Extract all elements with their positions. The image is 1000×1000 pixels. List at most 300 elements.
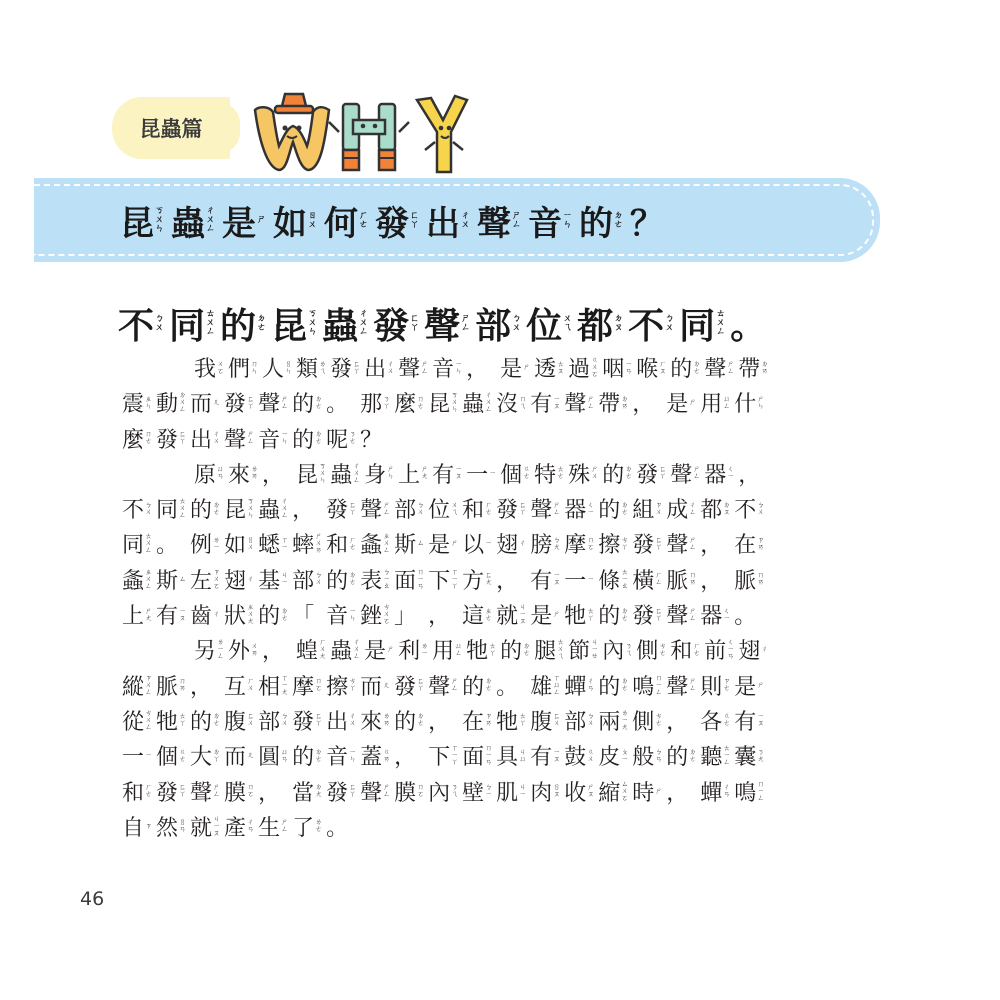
bopomofo: ㄊ ㄜ bbox=[557, 465, 565, 481]
hanzi: 出 bbox=[426, 204, 460, 244]
hanzi: 蟬 bbox=[700, 780, 723, 806]
body-char bbox=[224, 387, 258, 418]
hanzi: 產 bbox=[224, 815, 247, 841]
bopomofo: ㄉ ㄜ bbox=[417, 712, 425, 728]
hanzi: 兩 bbox=[598, 709, 621, 735]
bopomofo: ㄇ ㄞ bbox=[757, 571, 765, 587]
bopomofo: ㄘ ㄜ bbox=[659, 641, 667, 657]
hanzi: 大 bbox=[190, 745, 213, 771]
hanzi: 斯 bbox=[156, 568, 179, 594]
hanzi: 的 bbox=[258, 604, 281, 630]
bopomofo: ㄕ bbox=[689, 398, 697, 407]
body-char bbox=[466, 634, 500, 665]
body-char bbox=[122, 493, 156, 524]
hanzi: 各 bbox=[700, 709, 723, 735]
bopomofo: ㄍ ㄞ bbox=[383, 747, 391, 763]
hanzi: 就 bbox=[496, 604, 519, 630]
bopomofo: ㄒ ㄩ ㄥ bbox=[553, 673, 561, 696]
bopomofo: ㄇ ㄧ ㄢ bbox=[417, 567, 425, 590]
hanzi: 聲 bbox=[670, 462, 693, 488]
body-char bbox=[326, 493, 360, 524]
body-char bbox=[530, 705, 564, 736]
body-char bbox=[496, 564, 530, 595]
bopomofo: ㄇ ㄜ bbox=[145, 430, 153, 446]
bopomofo: ㄔ ㄨ ㄥ bbox=[353, 638, 361, 661]
hanzi: 發 bbox=[636, 462, 659, 488]
text-line bbox=[122, 564, 842, 599]
bopomofo: ㄧ ㄡ bbox=[455, 465, 463, 481]
subtitle-char bbox=[475, 298, 525, 349]
body-char bbox=[530, 740, 564, 771]
bopomofo: ㄉ ㄡ bbox=[614, 313, 624, 333]
body-char bbox=[496, 740, 530, 771]
bopomofo: ㄈ ㄚ bbox=[349, 783, 357, 799]
bopomofo: ㄇ ㄞ bbox=[689, 571, 697, 587]
bopomofo: ㄏ ㄜ bbox=[485, 500, 493, 516]
hanzi: 聲 bbox=[424, 305, 461, 347]
hanzi: 的 bbox=[598, 604, 621, 630]
text-line bbox=[122, 458, 842, 493]
body-char bbox=[602, 458, 636, 489]
bopomofo: ㄌ ㄧ bbox=[421, 641, 429, 657]
title-char bbox=[171, 196, 220, 245]
body-char bbox=[398, 458, 432, 489]
body-char bbox=[326, 564, 360, 595]
hanzi: 節 bbox=[568, 639, 591, 665]
body-char bbox=[156, 387, 190, 418]
body-char bbox=[670, 634, 704, 665]
body-char bbox=[194, 458, 228, 489]
hanzi: 膜 bbox=[394, 780, 417, 806]
body-char bbox=[598, 705, 632, 736]
bopomofo: ㄕ ㄤ bbox=[145, 606, 153, 622]
body-char bbox=[224, 564, 258, 595]
body-char bbox=[734, 599, 768, 630]
bopomofo: ㄕ ㄥ bbox=[693, 465, 701, 481]
hanzi: 的 bbox=[190, 498, 213, 524]
body-char bbox=[530, 564, 564, 595]
body-char bbox=[292, 528, 326, 559]
body-char bbox=[360, 564, 394, 595]
hanzi: 下 bbox=[428, 568, 451, 594]
hanzi: 縮 bbox=[598, 780, 621, 806]
hanzi: 肉 bbox=[530, 780, 553, 806]
body-char bbox=[466, 352, 500, 383]
body-char bbox=[602, 634, 636, 665]
hanzi: 摩 bbox=[564, 533, 587, 559]
bopomofo: ㄗ ㄨ ㄥ bbox=[145, 673, 153, 696]
hanzi: 是 bbox=[428, 533, 451, 559]
hanzi: 如 bbox=[224, 533, 247, 559]
body-char bbox=[564, 776, 598, 807]
body-char bbox=[462, 705, 496, 736]
hanzi: 麼 bbox=[122, 427, 145, 453]
hanzi: 部 bbox=[394, 498, 417, 524]
body-char bbox=[428, 740, 462, 771]
bopomofo: ㄉ ㄜ bbox=[315, 394, 323, 410]
body-char bbox=[598, 776, 632, 807]
hanzi: ， bbox=[258, 780, 281, 806]
bopomofo: ㄙ bbox=[179, 574, 187, 583]
hanzi: 部 bbox=[475, 305, 512, 347]
hanzi: 摩 bbox=[292, 674, 315, 700]
hanzi: 發 bbox=[375, 204, 409, 244]
hanzi: 肌 bbox=[496, 780, 519, 806]
bopomofo: ㄅ ㄨ bbox=[281, 712, 289, 728]
body-char bbox=[428, 599, 462, 630]
bopomofo: ㄧ ㄢ bbox=[625, 359, 633, 375]
body-char bbox=[700, 387, 734, 418]
body-char bbox=[666, 528, 700, 559]
hanzi: 震 bbox=[122, 392, 145, 418]
bopomofo: ㄈ ㄚ bbox=[315, 712, 323, 728]
bopomofo: ㄕ bbox=[523, 363, 531, 371]
bopomofo: ㄕ ㄥ bbox=[383, 783, 391, 799]
body-char bbox=[530, 599, 564, 630]
body-char bbox=[398, 352, 432, 383]
body-char bbox=[224, 493, 258, 524]
hanzi: 蟲 bbox=[171, 204, 205, 244]
hanzi: 就 bbox=[190, 815, 213, 841]
body-char bbox=[564, 740, 598, 771]
bopomofo: ㄗ ㄨ ㄛ bbox=[213, 567, 221, 590]
bopomofo: ㄊ ㄧ ㄠ bbox=[621, 567, 629, 590]
hanzi: 蟲 bbox=[322, 305, 359, 347]
hanzi: 音 bbox=[326, 745, 349, 771]
hanzi: ， bbox=[700, 568, 723, 594]
body-char bbox=[326, 776, 360, 807]
body-char bbox=[428, 564, 462, 595]
hanzi: ， bbox=[632, 392, 655, 418]
hanzi: 然 bbox=[156, 815, 179, 841]
body-char bbox=[156, 423, 190, 454]
body-char bbox=[734, 705, 768, 736]
subtitle-char bbox=[220, 298, 270, 349]
hanzi: ， bbox=[428, 709, 451, 735]
hanzi: 聲 bbox=[477, 204, 511, 244]
body-char bbox=[704, 352, 738, 383]
bopomofo: ㄉ ㄜ bbox=[213, 712, 221, 728]
hanzi: 發 bbox=[330, 357, 353, 382]
hanzi: 帶 bbox=[738, 357, 761, 382]
body-char bbox=[262, 458, 296, 489]
bopomofo: ㄩ ㄥ bbox=[455, 641, 463, 657]
hanzi: 聲 bbox=[704, 357, 727, 382]
body-char bbox=[666, 740, 700, 771]
bopomofo: ㄙ ㄨ ㄛ bbox=[621, 779, 629, 802]
bopomofo: ㄧ bbox=[485, 539, 493, 548]
body-char bbox=[700, 670, 734, 701]
hanzi: 不 bbox=[734, 498, 757, 524]
body-char bbox=[190, 387, 224, 418]
body-char bbox=[598, 599, 632, 630]
text-line bbox=[122, 776, 842, 811]
hanzi: 發 bbox=[224, 392, 247, 418]
w-character bbox=[255, 94, 329, 170]
hanzi: 內 bbox=[602, 639, 625, 665]
bopomofo: ㄋ ㄟ bbox=[451, 783, 459, 799]
hanzi: 呢 bbox=[326, 427, 349, 453]
title-char bbox=[375, 196, 424, 245]
hanzi: 蟀 bbox=[292, 533, 315, 559]
hanzi: 鳴 bbox=[632, 674, 655, 700]
hanzi: 聲 bbox=[224, 427, 247, 453]
text-line bbox=[122, 493, 842, 528]
text-line bbox=[122, 423, 842, 458]
body-char bbox=[632, 705, 666, 736]
hanzi: 透 bbox=[534, 357, 557, 382]
bopomofo: ㄏ ㄜ bbox=[145, 783, 153, 799]
body-char bbox=[122, 599, 156, 630]
hanzi: 利 bbox=[398, 639, 421, 665]
hanzi: 的 bbox=[598, 498, 621, 524]
hanzi: 圓 bbox=[258, 745, 281, 771]
bopomofo: ㄐ ㄧ ㄡ bbox=[519, 603, 527, 626]
hanzi: 具 bbox=[496, 745, 519, 771]
body-char bbox=[500, 352, 534, 383]
bopomofo: ㄉ ㄜ bbox=[689, 747, 697, 763]
hanzi: 出 bbox=[364, 357, 387, 382]
bopomofo: ㄕ ㄥ bbox=[213, 783, 221, 799]
body-char bbox=[738, 458, 772, 489]
hanzi: ， bbox=[466, 357, 489, 382]
hanzi: 器 bbox=[700, 604, 723, 630]
bopomofo: ㄓ ㄨ ㄥ bbox=[383, 532, 391, 555]
body-char bbox=[666, 776, 700, 807]
body-char bbox=[666, 564, 700, 595]
hanzi: 用 bbox=[432, 639, 455, 665]
body-char bbox=[632, 776, 666, 807]
hanzi: 昆 bbox=[296, 462, 319, 488]
bopomofo: ㄌ ㄜ bbox=[315, 818, 323, 834]
body-char bbox=[224, 528, 258, 559]
bopomofo: ㄎ ㄨ ㄣ bbox=[155, 206, 165, 234]
hanzi: 自 bbox=[122, 815, 145, 841]
bopomofo: ㄖ ㄨ bbox=[247, 535, 255, 551]
bopomofo: ㄖ ㄡ bbox=[553, 783, 561, 799]
why-logo-illustration bbox=[245, 80, 475, 180]
body-char bbox=[326, 740, 360, 771]
hanzi: 過 bbox=[568, 357, 591, 382]
bopomofo: ㄘ ㄨ ㄛ bbox=[383, 603, 391, 626]
body-char bbox=[462, 599, 496, 630]
bopomofo: ㄇ ㄣ bbox=[251, 359, 259, 375]
hanzi: 例 bbox=[190, 533, 213, 559]
body-char bbox=[190, 705, 224, 736]
body-char bbox=[156, 776, 190, 807]
hanzi: 發 bbox=[632, 533, 655, 559]
body-char bbox=[122, 670, 156, 701]
bopomofo: ㄔ ㄢ bbox=[723, 783, 731, 799]
bopomofo: ㄅ ㄧ ㄠ bbox=[383, 567, 391, 590]
body-char bbox=[394, 740, 428, 771]
body-char bbox=[432, 634, 466, 665]
bopomofo: ㄕ bbox=[451, 539, 459, 548]
hanzi: 而 bbox=[360, 674, 383, 700]
body-char bbox=[190, 670, 224, 701]
body-char bbox=[292, 811, 326, 842]
bopomofo: ㄧ ㄡ bbox=[553, 394, 561, 410]
hanzi: 聲 bbox=[428, 674, 451, 700]
hanzi: ， bbox=[394, 745, 417, 771]
bopomofo: ㄈ ㄚ bbox=[417, 677, 425, 693]
bopomofo: ㄧ ㄡ bbox=[553, 747, 561, 763]
hanzi: 左 bbox=[190, 568, 213, 594]
subtitle-char bbox=[169, 298, 219, 349]
bopomofo: ㄒ ㄧ bbox=[281, 535, 289, 551]
body-char bbox=[122, 705, 156, 736]
hanzi: 狀 bbox=[224, 604, 247, 630]
hanzi: 「 bbox=[292, 604, 315, 630]
hanzi: 的 bbox=[579, 204, 613, 244]
bopomofo: ㄏ ㄜ bbox=[359, 210, 369, 230]
body-char bbox=[360, 599, 394, 630]
body-char bbox=[258, 387, 292, 418]
bopomofo: ㄕ ㄥ bbox=[383, 500, 391, 516]
hanzi: ， bbox=[190, 674, 213, 700]
bopomofo: ㄅ ㄧ bbox=[485, 783, 493, 799]
bopomofo: ㄕ ㄥ bbox=[247, 430, 255, 446]
bopomofo: ㄉ ㄜ bbox=[315, 430, 323, 446]
bopomofo: ㄈ ㄚ bbox=[349, 500, 357, 516]
bopomofo: ㄈ ㄚ bbox=[179, 430, 187, 446]
body-char bbox=[632, 564, 666, 595]
bopomofo: ㄦ bbox=[383, 680, 391, 689]
bopomofo: ㄕ ㄤ bbox=[421, 465, 429, 481]
body-paragraphs bbox=[122, 352, 842, 846]
hanzi: 位 bbox=[428, 498, 451, 524]
bopomofo: ㄓ ㄜ bbox=[485, 606, 493, 622]
hanzi: 同 bbox=[122, 533, 145, 559]
body-char bbox=[496, 705, 530, 736]
body-char bbox=[258, 811, 292, 842]
body-char bbox=[462, 740, 496, 771]
hanzi: 膜 bbox=[224, 780, 247, 806]
bopomofo: ㄊ ㄨ ㄥ bbox=[145, 532, 153, 555]
body-char bbox=[228, 458, 262, 489]
hanzi: 蟲 bbox=[258, 498, 281, 524]
page-title bbox=[120, 196, 681, 245]
bopomofo: ㄔ ㄨ ㄥ bbox=[485, 391, 493, 414]
bopomofo: ㄧ ㄡ bbox=[179, 606, 187, 622]
body-char bbox=[428, 670, 462, 701]
bopomofo: ㄎ ㄨ ㄣ bbox=[319, 461, 327, 484]
bopomofo: ㄋ ㄜ bbox=[349, 430, 357, 446]
category-tab-label: 昆蟲篇 bbox=[139, 117, 203, 141]
hanzi: 的 bbox=[292, 392, 315, 418]
body-char bbox=[224, 811, 258, 842]
hanzi: 腹 bbox=[224, 709, 247, 735]
bopomofo: ㄍ ㄨ ㄛ bbox=[591, 356, 599, 378]
bopomofo: ㄉ ㄜ bbox=[621, 677, 629, 693]
body-char bbox=[258, 670, 292, 701]
bopomofo: ㄈ ㄚ bbox=[353, 359, 361, 375]
body-char bbox=[292, 423, 326, 454]
hanzi: 翅 bbox=[496, 533, 519, 559]
hanzi: 是 bbox=[530, 604, 553, 630]
hanzi: 類 bbox=[296, 357, 319, 382]
subtitle-char bbox=[730, 298, 780, 349]
hanzi: 是 bbox=[734, 674, 757, 700]
body-char bbox=[330, 634, 364, 665]
bopomofo: ㄈ ㄚ bbox=[655, 606, 663, 622]
title-char bbox=[477, 196, 526, 245]
bopomofo: ㄩ ㄢ bbox=[281, 747, 289, 763]
bopomofo: ㄑ ㄧ bbox=[727, 465, 735, 481]
body-char bbox=[568, 634, 602, 665]
body-char bbox=[666, 705, 700, 736]
body-char bbox=[224, 423, 258, 454]
bopomofo: ㄉ ㄜ bbox=[257, 313, 267, 333]
hanzi: 和 bbox=[326, 533, 349, 559]
body-char bbox=[122, 776, 156, 807]
hanzi: ， bbox=[496, 568, 519, 594]
hanzi: 那 bbox=[360, 392, 383, 418]
hanzi: 人 bbox=[262, 357, 285, 382]
hanzi: 有 bbox=[432, 462, 455, 488]
bopomofo: ㄉ ㄡ bbox=[723, 500, 731, 516]
body-char bbox=[228, 352, 262, 383]
bopomofo: ㄕ ㄨ bbox=[591, 465, 599, 481]
hanzi: 在 bbox=[734, 533, 757, 559]
hanzi: 殊 bbox=[568, 462, 591, 488]
hanzi: 脈 bbox=[156, 674, 179, 700]
hanzi: 的 bbox=[326, 568, 349, 594]
bopomofo: ㄒ ㄧ ㄚ bbox=[451, 744, 459, 767]
hanzi: 組 bbox=[632, 498, 655, 524]
bopomofo: ㄔ ㄨ bbox=[387, 359, 395, 375]
body-char bbox=[194, 352, 228, 383]
body-char bbox=[462, 528, 496, 559]
body-char bbox=[734, 776, 768, 807]
hanzi: 聲 bbox=[360, 498, 383, 524]
bopomofo: ㄐ ㄧ ㄝ bbox=[591, 638, 599, 661]
bopomofo: ㄘ ㄚ bbox=[349, 677, 357, 693]
body-char bbox=[190, 740, 224, 771]
body-char bbox=[156, 528, 190, 559]
body-char bbox=[122, 564, 156, 595]
body-char bbox=[500, 458, 534, 489]
hanzi: 不 bbox=[122, 498, 145, 524]
body-char bbox=[292, 776, 326, 807]
bopomofo: ㄇ ㄧ ㄢ bbox=[485, 744, 493, 767]
hanzi: 和 bbox=[670, 639, 693, 665]
hanzi: 發 bbox=[373, 305, 410, 347]
hanzi: 昆 bbox=[428, 392, 451, 418]
body-char bbox=[564, 670, 598, 701]
hanzi: 的 bbox=[292, 427, 315, 453]
hanzi: 面 bbox=[394, 568, 417, 594]
bopomofo: ㄕ ㄥ bbox=[587, 394, 595, 410]
hanzi: 腹 bbox=[530, 709, 553, 735]
bopomofo: ㄎ ㄨ ㄣ bbox=[247, 497, 255, 520]
hanzi: 發 bbox=[394, 674, 417, 700]
bopomofo: ㄉ ㄜ bbox=[625, 465, 633, 481]
body-char bbox=[258, 776, 292, 807]
bopomofo: ㄕ bbox=[655, 786, 663, 795]
bopomofo: ㄍ ㄜ bbox=[523, 465, 531, 481]
hanzi: 個 bbox=[156, 745, 179, 771]
bopomofo: ㄈ ㄚ bbox=[655, 535, 663, 551]
title-char bbox=[630, 196, 679, 245]
body-char bbox=[734, 564, 768, 595]
title-char bbox=[528, 196, 577, 245]
bopomofo: ㄅ ㄨ bbox=[145, 500, 153, 516]
hanzi: 當 bbox=[292, 780, 315, 806]
body-char bbox=[296, 352, 330, 383]
hanzi: 擦 bbox=[326, 674, 349, 700]
subtitle-char bbox=[424, 298, 474, 349]
